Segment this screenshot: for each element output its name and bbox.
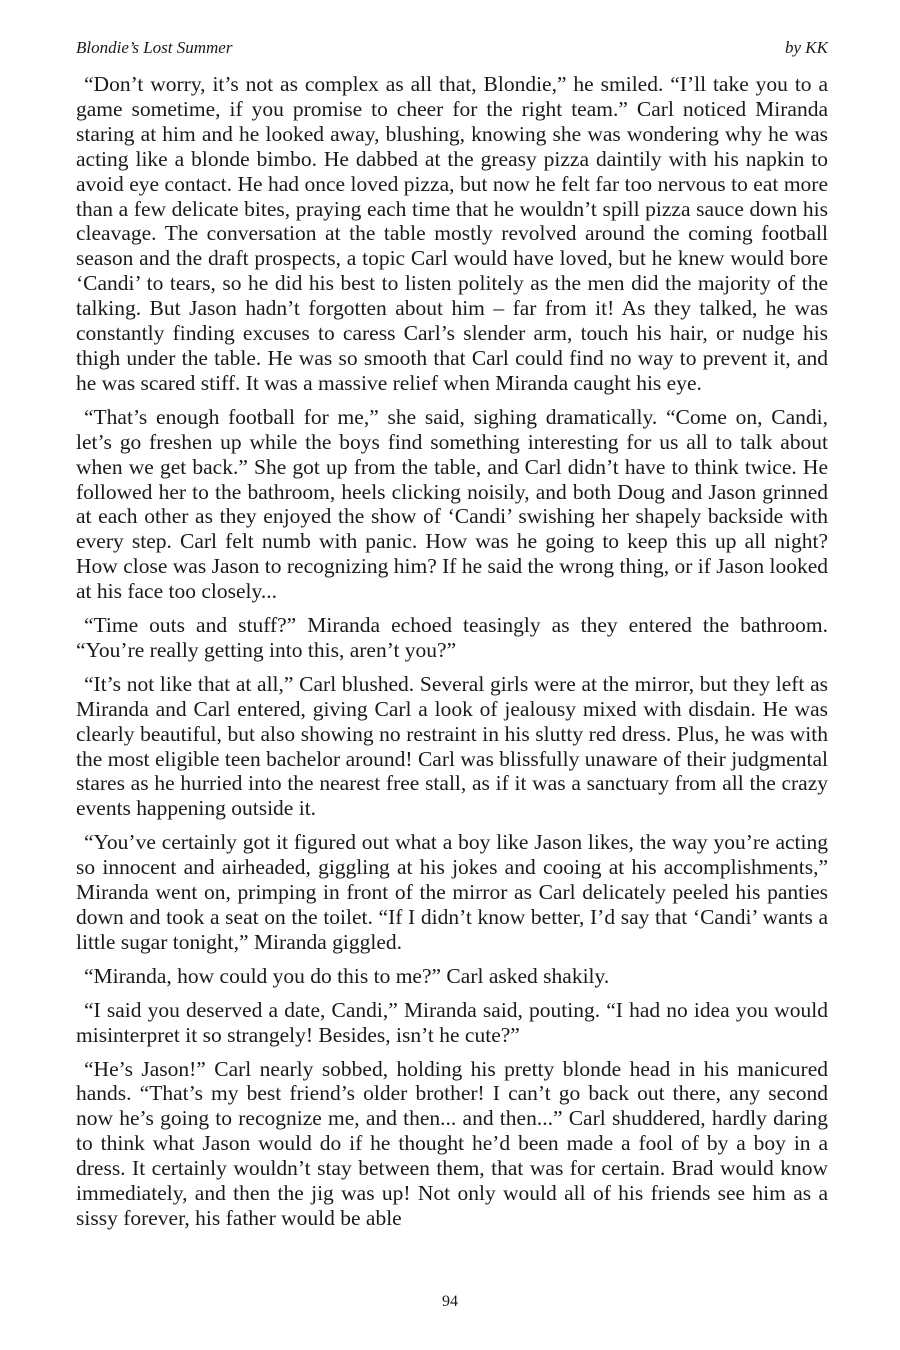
paragraph: “I said you deserved a date, Candi,” Miranda said, pouting. “I had no idea you would misinterpret it so strangely! Besides, isn’t he cute?” — [76, 997, 828, 1047]
body-text — [76, 72, 828, 1240]
running-header-author: by KK — [785, 38, 828, 57]
paragraph: “Don’t worry, it’s not as complex as all that, Blondie,” he smiled. “I’ll take you to a game sometime, if you promise to cheer for the right team.” Carl noticed Miranda staring at him and he looked away, blushing, knowing she was wondering why he was acting like a blonde bimbo. He dabbed at the greasy pizza daintily with his napkin to avoid eye contact. He had once loved pizza, but now he felt far too nervous to eat more than a few delicate bites, praying each time that he wouldn’t spill pizza sauce down his cleavage. The conversation at the table mostly revolved around the coming football season and the draft prospects, a topic Carl would have loved, but he knew would bore ‘Candi’ to tears, so he did his best to listen politely as the men did the majority of the talking. But Jason hadn’t forgotten about him – far from it! As they talked, he was constantly finding excuses to caress Carl’s slender arm, touch his hair, or nudge his thigh under the table. He was so smooth that Carl could find no way to prevent it, and he was scared stiff. It was a massive relief when Miranda caught his eye. — [76, 72, 828, 395]
running-header-book-title: Blondie’s Lost Summer — [76, 38, 233, 57]
paragraph: “You’ve certainly got it figured out what a boy like Jason likes, the way you’re acting so innocent and airheaded, giggling at his jokes and cooing at his accomplishments,” Miranda went on, primping in front of the mirror as Carl delicately peeled his panties down and took a seat on the toilet. “If I didn’t know better, I’d say that ‘Candi’ wants a little sugar tonight,” Miranda giggled. — [76, 830, 828, 954]
running-header — [76, 37, 828, 59]
paragraph: “He’s Jason!” Carl nearly sobbed, holding his pretty blonde head in his manicured hands. “That’s my best friend’s older brother! I can’t go back out there, any second now he’s going to recognize me, and then... and then...” Carl shuddered, hardly daring to think what Jason would do if he thought he’d been made a fool of by a boy in a dress. It certainly wouldn’t stay between them, that was for certain. Brad would know immediately, and then the jig was up! Not only would all of his friends see him as a sissy forever, his father would be able — [76, 1056, 828, 1230]
paragraph: “It’s not like that at all,” Carl blushed. Several girls were at the mirror, but they left as Miranda and Carl entered, giving Carl a look of jealousy mixed with disdain. He was clearly beautiful, but also showing no restraint in his slutty red dress. Plus, he was with the most eligible teen bachelor around! Carl was blissfully unaware of their judgmental stares as he hurried into the nearest free stall, as if it was a sanctuary from all the crazy events happening outside it. — [76, 671, 828, 821]
page-number: 94 — [442, 1293, 458, 1310]
paragraph: “Miranda, how could you do this to me?” Carl asked shakily. — [84, 963, 610, 988]
paragraph: “Time outs and stuff?” Miranda echoed teasingly as they entered the bathroom. “You’re really getting into this, aren’t you?” — [76, 613, 828, 662]
paragraph: “That’s enough football for me,” she said, sighing dramatically. “Come on, Candi, let’s go freshen up while the boys find something interesting for us all to talk about when we get back.” She got up from the table, and Carl didn’t have to think twice. He followed her to the bathroom, heels clicking noisily, and both Doug and Jason grinned at each other as they enjoyed the show of ‘Candi’ swishing her shapely backside with every step. Carl felt numb with panic. How was he going to keep this up all night? How close was Jason to recognizing him? If he said the wrong thing, or if Jason looked at his face too closely... — [76, 404, 828, 604]
